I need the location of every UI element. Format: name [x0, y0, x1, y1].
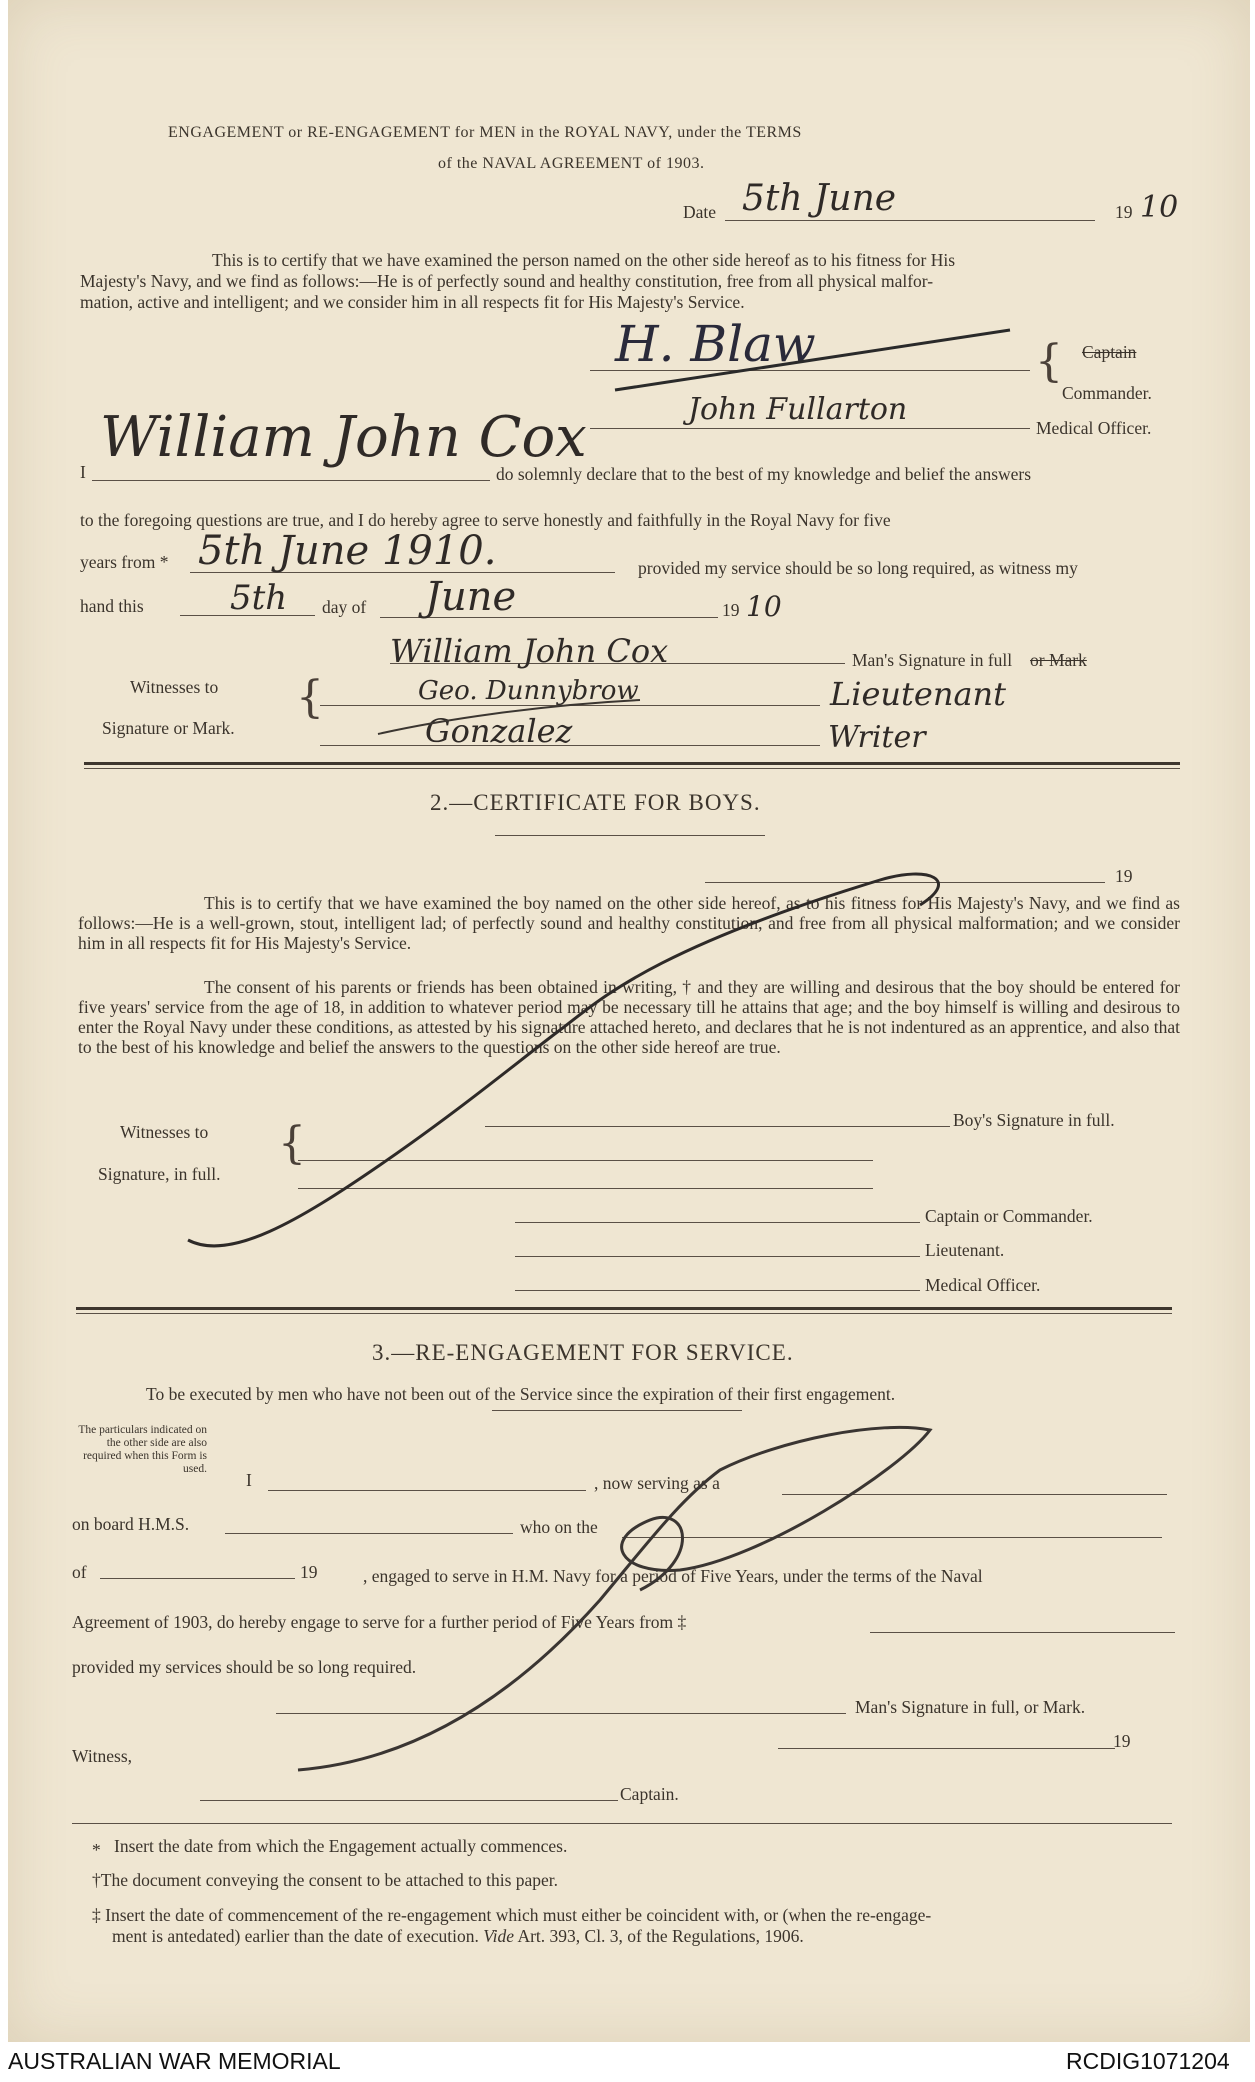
medical-officer-label: Medical Officer.: [1036, 418, 1152, 438]
header-line-2: of the NAVAL AGREEMENT of 1903.: [438, 155, 705, 172]
reeng-date-19: 19: [1113, 1731, 1131, 1751]
of-label: of: [72, 1562, 87, 1582]
day-of-label: day of: [322, 597, 367, 617]
declarant-name: William John Cox: [100, 405, 587, 470]
commander-label: Commander.: [1062, 383, 1152, 403]
boys-signature-label: Boy's Signature in full.: [953, 1110, 1115, 1130]
boys-medical-label: Medical Officer.: [925, 1275, 1041, 1295]
reengagement-cancel-stroke: [298, 1427, 930, 1770]
on-board-label: on board H.M.S.: [72, 1514, 190, 1534]
hand-day-handwritten: 5th: [230, 578, 288, 618]
date-year-prefix: 19: [1115, 202, 1133, 222]
years-from-handwritten: 5th June 1910.: [198, 528, 497, 574]
footnote-3-line-1: ‡ Insert the date of commencement of the re-engagement which must either be coincident with, or (when the re-engage-: [92, 1905, 932, 1925]
witness-label: Witness,: [72, 1746, 133, 1766]
officer-brace: {: [1035, 336, 1063, 387]
witness1-title: Lieutenant: [830, 675, 1006, 713]
cert-men-line-1: This is to certify that we have examined the person named on the other side hereof as to his fitness for His: [212, 250, 956, 270]
captain-sig-label: Captain.: [620, 1784, 679, 1804]
provided-text: provided my service should be so long required, as witness my: [638, 558, 1078, 578]
date-label: Date: [683, 202, 717, 222]
witnesses-to-label: Witnesses to: [130, 677, 219, 697]
captain-or-commander-label: Captain or Commander.: [925, 1206, 1093, 1226]
section3-title: 3.—RE-ENGAGEMENT FOR SERVICE.: [372, 1340, 794, 1365]
witness-flourish: [378, 700, 640, 734]
mans-signature-handwritten: William John Cox: [390, 632, 669, 670]
witness2-signature: Gonzalez: [425, 712, 573, 750]
reeng-mans-sig-label: Man's Signature in full, or Mark.: [855, 1697, 1086, 1717]
or-mark-label: or Mark: [1030, 650, 1087, 670]
date-handwritten: 5th June: [742, 178, 897, 219]
lieutenant-label: Lieutenant.: [925, 1240, 1005, 1260]
year-prefix: 19: [722, 600, 740, 620]
medical-signature: John Fullarton: [688, 392, 908, 427]
cert-men-line-3: mation, active and intelligent; and we consider him in all respects fit for His Majesty's Service.: [80, 292, 745, 312]
year-handwritten: 10: [746, 590, 782, 623]
cert-men-line-2: Majesty's Navy, and we find as follows:—He is of perfectly sound and healthy constitution, free from all physical malfor-: [80, 271, 934, 291]
section2-title: 2.—CERTIFICATE FOR BOYS.: [430, 790, 761, 815]
boys-witnesses-label: Witnesses to: [120, 1122, 209, 1142]
commander-signature: H. Blaw: [615, 315, 816, 373]
footnote-1: Insert the date from which the Engagement actually commences.: [114, 1836, 568, 1856]
reeng-now-serving: , now serving as a: [594, 1473, 720, 1493]
footnote-3-text-a: ment is antedated) earlier than the date of execution.: [112, 1926, 479, 1946]
footnote-2: †The document conveying the consent to be attached to this paper.: [92, 1870, 559, 1890]
engaged-text: , engaged to serve in H.M. Navy for a period of Five Years, under the terms of the Naval: [363, 1566, 983, 1586]
who-on-the-label: who on the: [520, 1517, 598, 1537]
section3-subtitle: To be executed by men who have not been out of the Service since the expiration of their first engagement.: [146, 1384, 896, 1404]
footnote-3-vide: Vide: [483, 1926, 515, 1946]
declarant-prefix: I: [80, 462, 86, 482]
reeng-I: I: [246, 1470, 252, 1490]
boys-cancel-stroke: [188, 874, 939, 1246]
footnote-1-mark: *: [92, 1840, 101, 1860]
declare-text-1: do solemnly declare that to the best of my knowledge and belief the answers: [496, 464, 1032, 484]
years-from-label: years from *: [80, 552, 169, 572]
mans-signature-label: Man's Signature in full: [852, 650, 1013, 670]
boys-witnesses-brace: {: [278, 1118, 306, 1169]
commander-flourish: [615, 330, 1010, 390]
date-year-handwritten: 10: [1140, 190, 1179, 225]
witness2-title: Writer: [828, 720, 926, 755]
boys-signature-full-label: Signature, in full.: [98, 1164, 221, 1184]
footer-left-caption: AUSTRALIAN WAR MEMORIAL: [8, 2048, 341, 2074]
boys-para-1: This is to certify that we have examined the boy named on the other side hereof, as to his fitness for His Majesty's Navy, and we find as follows:—He is a well-grown, stout, intelligent lad; of perfectly sound and healthy constitution, and free from all physical malformation; and we consider him in all respects fit for His Majesty's Service.: [78, 893, 1180, 953]
declare-text-2: to the foregoing questions are true, and I do hereby agree to serve honestly and faithfully in the Royal Navy for five: [80, 510, 891, 530]
reeng-19: 19: [300, 1562, 318, 1582]
hand-this-label: hand this: [80, 596, 144, 616]
signature-or-mark-label: Signature or Mark.: [102, 718, 235, 738]
month-handwritten: June: [425, 574, 517, 620]
witnesses-brace: {: [296, 672, 324, 723]
side-note: The particulars indicated on the other side are also required when this Form is used.: [78, 1424, 207, 1475]
footnote-3-text-b: Art. 393, Cl. 3, of the Regulations, 1906.: [517, 1926, 804, 1946]
witness1-signature: Geo. Dunnybrow: [418, 676, 639, 706]
boys-para-2: The consent of his parents or friends has been obtained in writing, † and they are willing and desirous that the boy should be entered for five years' service from the age of 18, in addition to whatever period may be necessary till he attains that age; and the boy himself is willing and desirous to enter the Royal Navy under these conditions, as attested by his signature attached hereto, and declares that he is not indentured as an apprentice, and also that to the best of his knowledge and belief the answers to the questions on the other side hereof are true.: [78, 977, 1180, 1057]
agreement-text: Agreement of 1903, do hereby engage to serve for a further period of Five Years from ‡: [72, 1612, 687, 1632]
provided-services-text: provided my services should be so long required.: [72, 1657, 417, 1677]
footer-right-caption: RCDIG1071204: [1066, 2048, 1230, 2074]
boys-year-label: 19: [1115, 866, 1133, 886]
captain-label: Captain: [1082, 342, 1137, 362]
header-line-1: ENGAGEMENT or RE-ENGAGEMENT for MEN in the ROYAL NAVY, under the TERMS: [168, 124, 802, 141]
